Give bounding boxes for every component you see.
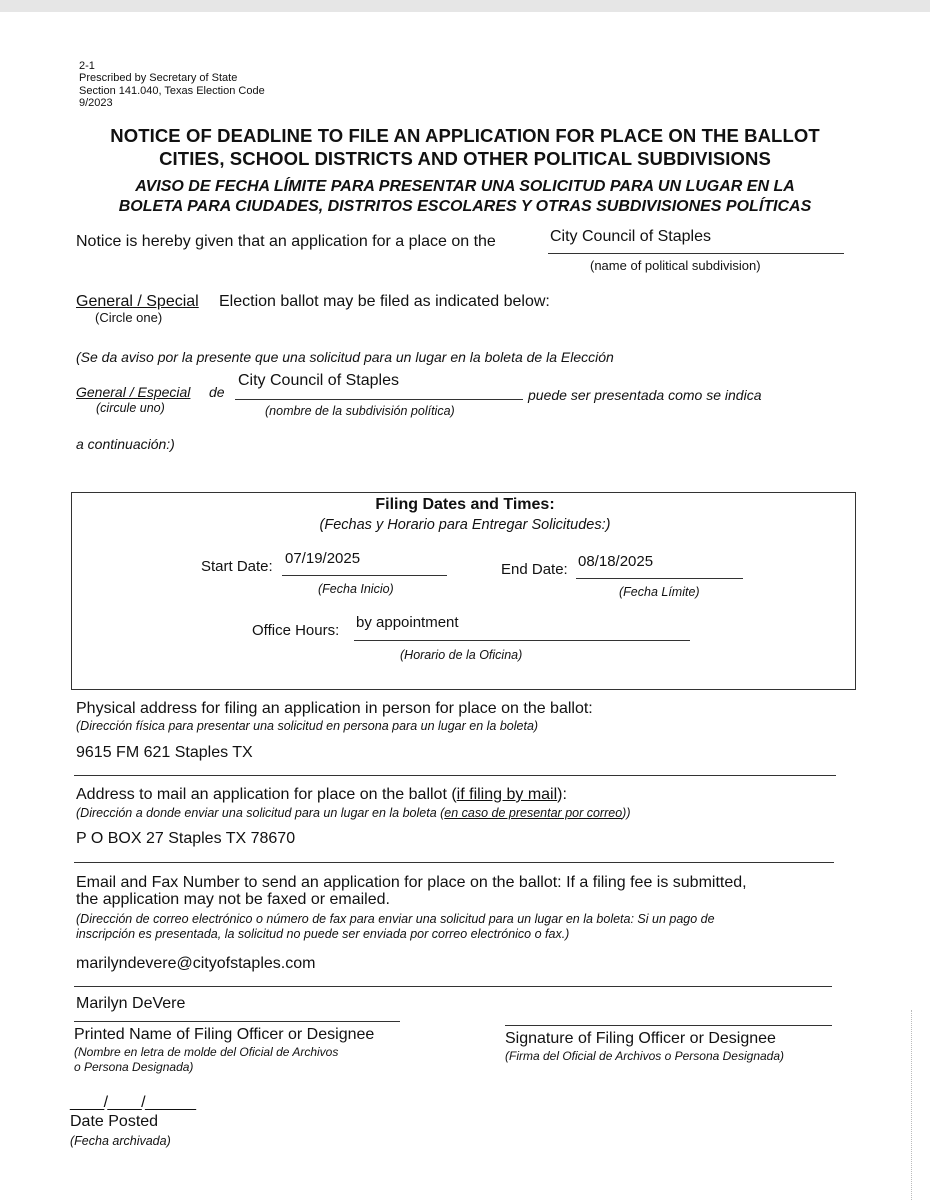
office-hours-value: by appointment (356, 614, 459, 631)
email-fax-label-es: (Dirección de correo electrónico o número de fax para enviar una solicitud para un lugar en la boleta: Si un pago de (76, 912, 715, 926)
subdivision-underline (548, 253, 844, 254)
physical-address-underline (74, 775, 836, 776)
date-posted-blank: ____/____/______ (70, 1094, 196, 1111)
form-date: 9/2023 (79, 97, 113, 109)
start-date-label: Start Date: (201, 558, 273, 575)
start-date-underline (282, 575, 447, 576)
top-bar (0, 0, 930, 12)
physical-address-label: Physical address for filing an application in person for place on the ballot: (76, 700, 593, 717)
scan-edge-line (911, 1010, 912, 1200)
page-title: NOTICE OF DEADLINE TO FILE AN APPLICATION FOR PLACE ON THE BALLOT (110, 125, 820, 146)
mail-address-label: Address to mail an application for place on the ballot (if filing by mail): (76, 786, 567, 803)
spanish-intro: (Se da aviso por la presente que una solicitud para un lugar en la boleta de la Elección (76, 349, 614, 365)
end-date-underline (576, 578, 743, 579)
officer-name-underline (74, 1021, 400, 1022)
date-posted-label-es: (Fecha archivada) (70, 1134, 171, 1148)
mail-address-value: P O BOX 27 Staples TX 78670 (76, 830, 296, 847)
officer-name-value: Marilyn DeVere (76, 995, 186, 1012)
mail-address-underline (74, 862, 834, 863)
office-hours-caption: (Horario de la Oficina) (400, 648, 523, 662)
prescribed-by: Prescribed by Secretary of State (79, 72, 238, 84)
officer-name-label-es-line2: o Persona Designada) (74, 1060, 194, 1074)
spanish-title: AVISO DE FECHA LÍMITE PARA PRESENTAR UNA SOLICITUD PARA UN LUGAR EN LA (135, 178, 795, 195)
signature-label-es: (Firma del Oficial de Archivos o Persona Designada) (505, 1049, 785, 1063)
email-value: marilyndevere@cityofstaples.com (76, 955, 316, 972)
signature-label: Signature of Filing Officer or Designee (505, 1030, 776, 1047)
es-subdivision-underline (235, 399, 523, 400)
page-title-line2: CITIES, SCHOOL DISTRICTS AND OTHER POLITICAL SUBDIVISIONS (159, 148, 771, 169)
circle-one-caption: (Circle one) (95, 310, 163, 325)
start-date-value: 07/19/2025 (285, 550, 361, 567)
spanish-title-line2: BOLETA PARA CIUDADES, DISTRITOS ESCOLARES Y OTRAS SUBDIVISIONES POLÍTICAS (118, 198, 812, 215)
es-continuation: a continuación:) (76, 436, 175, 452)
es-puede: puede ser presentada como se indica (528, 387, 762, 403)
es-subdivision-caption: (nombre de la subdivisión política) (265, 404, 455, 418)
subdivision-caption: (name of political subdivision) (590, 258, 761, 273)
code-section: Section 141.040, Texas Election Code (79, 85, 265, 97)
mail-address-label-es: (Dirección a donde enviar una solicitud para un lugar en la boleta (en caso de presentar por correo)) (76, 806, 631, 820)
notice-intro: Notice is hereby given that an application for a place on the (76, 233, 496, 250)
end-date-value: 08/18/2025 (578, 553, 654, 570)
date-posted-label: Date Posted (70, 1113, 159, 1130)
es-de: de (209, 384, 225, 400)
officer-name-label: Printed Name of Filing Officer or Designee (74, 1026, 375, 1043)
general-special-choice[interactable]: General / Special (76, 293, 199, 310)
ballot-text: Election ballot may be filed as indicated below: (219, 293, 550, 310)
office-hours-underline (354, 640, 690, 641)
end-date-caption: (Fecha Límite) (619, 585, 700, 599)
filing-heading: Filing Dates and Times: (375, 496, 555, 513)
general-especial-choice[interactable]: General / Especial (76, 384, 191, 400)
form-number: 2-1 (79, 60, 95, 72)
end-date-label: End Date: (501, 561, 568, 578)
email-underline (74, 986, 832, 987)
officer-name-label-es: (Nombre en letra de molde del Oficial de Archivos (74, 1045, 339, 1059)
subdivision-value: City Council of Staples (550, 228, 711, 245)
office-hours-label: Office Hours: (252, 622, 340, 639)
signature-line (505, 1025, 832, 1026)
physical-address-value: 9615 FM 621 Staples TX (76, 744, 253, 761)
es-subdivision-value: City Council of Staples (238, 372, 399, 389)
start-date-caption: (Fecha Inicio) (318, 582, 394, 596)
filing-heading-es: (Fechas y Horario para Entregar Solicitudes:) (319, 517, 611, 533)
es-circle-caption: (circule uno) (96, 401, 165, 415)
email-fax-label-line2: the application may not be faxed or emailed. (76, 891, 390, 908)
email-fax-label: Email and Fax Number to send an application for place on the ballot: If a filing fee is submitted, (76, 874, 747, 891)
physical-address-label-es: (Dirección física para presentar una solicitud en persona para un lugar en la boleta) (76, 719, 539, 733)
email-fax-label-es-line2: inscripción es presentada, la solicitud no puede ser enviada por correo electrónico o fax.) (76, 927, 570, 941)
